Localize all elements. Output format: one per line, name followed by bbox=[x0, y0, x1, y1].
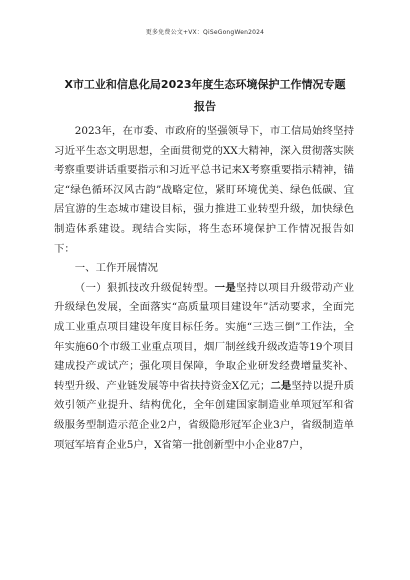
subsection-paragraph bbox=[54, 279, 354, 455]
point-two-text: 坚持以提升质效引领产业提升、结构优化，全年创建国家制造业单项冠军和省级服务型制造示范企业2户，省级隐形冠军企业3户，省级制造单项冠军培育企业5户，X省第一批创新型中小企业87户， bbox=[54, 379, 354, 451]
subsection-label: （一）狠抓技改升级促转型。 bbox=[74, 281, 215, 294]
point-one-text: 坚持以项目升级带动产业升级绿色发展，全面落实“高质量项目建设年”活动要求，全面完成工业重点项目建设年度目标任务。实施“三迭三倒”工作法，全年实施60个市级工业重点项目，烟厂制丝线升级改造等19个项目建成投产或试产；强化项目保障，争取企业研发经费增量奖补、转型升级、产业链发展等中省扶持资金X亿元； bbox=[54, 281, 355, 392]
document-title: X市工业和信息化局2023年度生态环境保护工作情况专题报告 bbox=[64, 78, 346, 113]
header-note: 更多免费公文+VX：QiSeGongWen2024 bbox=[145, 29, 265, 36]
intro-paragraph: 2023年，在市委、市政府的坚强领导下，市工信局始终坚持习近平生态文明思想，全面贯彻党的XX大精神，深入贯彻落实陕考察重要讲话重要指示和习近平总书记来X考察重要指示精神，锚定“绿色循环汉风古韵”战略定位，紧盯环境优美、绿色低碳、宜居宜游的生态城市建设目标，强力推进工业转型升级，加快绿色制造体系建设。现结合实际，将生态环境保护工作情况报告如下： bbox=[54, 125, 354, 255]
point-two-lead: 二是 bbox=[270, 379, 292, 392]
section-heading: 一、工作开展情况 bbox=[74, 262, 158, 275]
point-one-lead: 一是 bbox=[214, 281, 237, 294]
document-body bbox=[54, 122, 354, 455]
